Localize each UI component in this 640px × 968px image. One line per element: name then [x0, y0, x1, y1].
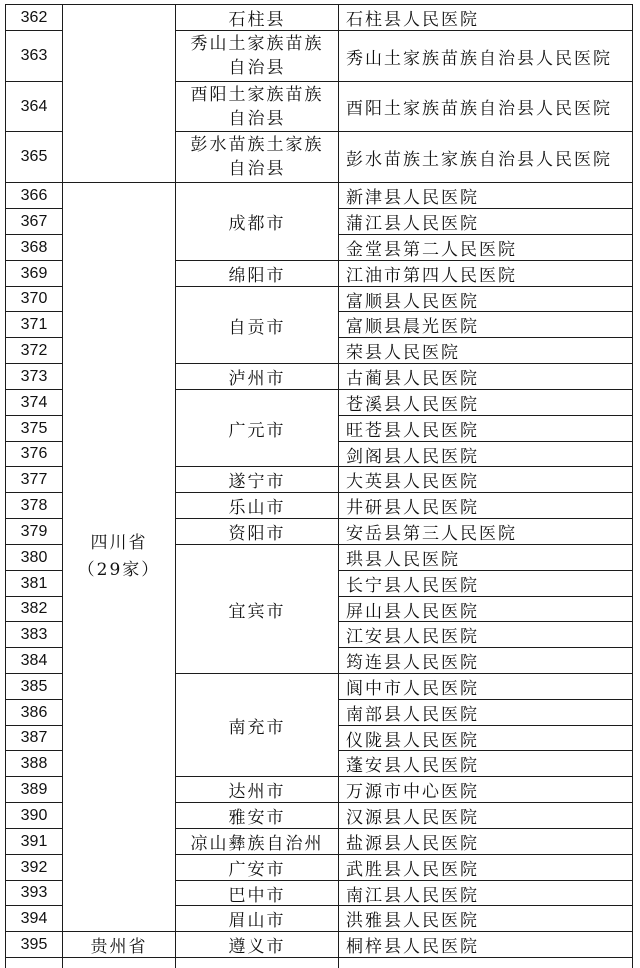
city-name: [176, 132, 338, 182]
row-number: 383: [6, 622, 62, 647]
row-number: 381: [6, 571, 62, 596]
hospital-name: 大英县人民医院: [339, 467, 632, 492]
row-number: 385: [6, 674, 62, 699]
row-number: 395: [6, 932, 62, 957]
hospital-name: 苍溪县人民医院: [339, 390, 632, 415]
hospital-name: 桐梓县人民医院: [339, 932, 632, 957]
province-cell-empty: [63, 5, 175, 182]
city-name-line: 自治县: [228, 58, 286, 78]
row-number: 365: [6, 132, 62, 182]
hospital-name: 旺苍县人民医院: [339, 416, 632, 441]
hospital-name: 江油市第四人民医院: [339, 261, 632, 286]
row-number: 363: [6, 31, 62, 81]
province-guizhou: 贵州省: [63, 932, 175, 957]
hospital-name: 仪陇县人民医院: [339, 726, 632, 750]
city-name: 泸州市: [176, 364, 338, 389]
row-number: 378: [6, 493, 62, 518]
city-name-line: 自治县: [228, 108, 286, 129]
hospital-name: 南江县人民医院: [339, 881, 632, 905]
province-name: 四川省: [90, 533, 148, 553]
city-name-line: 酉阳土家族苗族: [190, 84, 324, 105]
row-number: 374: [6, 390, 62, 415]
hospital-name: 富顺县人民医院: [339, 287, 632, 311]
hospital-name: 汉源县人民医院: [339, 803, 632, 828]
city-name: 雅安市: [176, 803, 338, 828]
hospital-name: 酉阳土家族苗族自治县人民医院: [339, 82, 632, 131]
hospital-name: 石柱县人民医院: [339, 5, 632, 30]
row-number: 387: [6, 726, 62, 750]
city-name: 乐山市: [176, 493, 338, 518]
hospital-name: 江安县人民医院: [339, 622, 632, 647]
hospital-name: 剑阁县人民医院: [339, 442, 632, 466]
row-number: 369: [6, 261, 62, 286]
row-number: 391: [6, 829, 62, 854]
row-number: 371: [6, 312, 62, 337]
row-number: 380: [6, 545, 62, 570]
city-name: [176, 31, 338, 81]
hospital-name: 荣县人民医院: [339, 338, 632, 363]
hospital-name: 古蔺县人民医院: [339, 364, 632, 389]
hospital-name: 南部县人民医院: [339, 700, 632, 725]
row-number: 362: [6, 5, 62, 30]
city-name: [176, 82, 338, 131]
city-name: 资阳市: [176, 519, 338, 544]
city-name-line: 彭水苗族土家族: [190, 135, 324, 155]
city-name: 成都市: [176, 183, 338, 260]
next-row-cell: [176, 958, 338, 968]
city-name: 遂宁市: [176, 467, 338, 492]
hospital-name: 新津县人民医院: [339, 183, 632, 208]
hospital-name: 安岳县第三人民医院: [339, 519, 632, 544]
city-name: 广安市: [176, 855, 338, 880]
province-hospital-count: （29家）: [77, 560, 161, 580]
row-number: 382: [6, 597, 62, 621]
hospital-name: 屏山县人民医院: [339, 597, 632, 621]
row-number: 370: [6, 287, 62, 311]
row-number: 390: [6, 803, 62, 828]
hospital-name: 彭水苗族土家族自治县人民医院: [339, 132, 632, 182]
hospital-name: 洪雅县人民医院: [339, 906, 632, 931]
row-number: 389: [6, 777, 62, 802]
hospital-list-table: [5, 4, 633, 968]
city-name: 石柱县: [176, 5, 338, 30]
hospital-name: 阆中市人民医院: [339, 674, 632, 699]
city-name: 宜宾市: [176, 545, 338, 673]
row-number: 393: [6, 881, 62, 905]
row-number: 392: [6, 855, 62, 880]
row-number: 364: [6, 82, 62, 131]
next-row-cell: [6, 958, 62, 968]
hospital-name: 万源市中心医院: [339, 777, 632, 802]
row-number: 367: [6, 209, 62, 234]
row-number: 384: [6, 648, 62, 673]
city-name: 巴中市: [176, 881, 338, 905]
city-name: 凉山彝族自治州: [176, 829, 338, 854]
next-row-cell: [339, 958, 632, 968]
row-number: 394: [6, 906, 62, 931]
city-name: 遵义市: [176, 932, 338, 957]
city-name: 自贡市: [176, 287, 338, 363]
row-number: 368: [6, 235, 62, 260]
hospital-name: 盐源县人民医院: [339, 829, 632, 854]
province-sichuan: [63, 183, 175, 931]
hospital-name: 蒲江县人民医院: [339, 209, 632, 234]
row-number: 388: [6, 751, 62, 776]
city-name: 广元市: [176, 390, 338, 466]
row-number: 386: [6, 700, 62, 725]
hospital-name: 秀山土家族苗族自治县人民医院: [339, 31, 632, 81]
hospital-name: 金堂县第二人民医院: [339, 235, 632, 260]
hospital-name: 井研县人民医院: [339, 493, 632, 518]
row-number: 376: [6, 442, 62, 466]
row-number: 375: [6, 416, 62, 441]
row-number: 366: [6, 183, 62, 208]
hospital-name: 珙县人民医院: [339, 545, 632, 570]
hospital-name: 筠连县人民医院: [339, 648, 632, 673]
city-name-line: 秀山土家族苗族: [190, 34, 324, 54]
city-name: 眉山市: [176, 906, 338, 931]
row-number: 377: [6, 467, 62, 492]
city-name-line: 自治县: [228, 159, 286, 179]
city-name: 达州市: [176, 777, 338, 802]
city-name: 绵阳市: [176, 261, 338, 286]
city-name: 南充市: [176, 674, 338, 776]
hospital-name: 富顺县晨光医院: [339, 312, 632, 337]
row-number: 373: [6, 364, 62, 389]
hospital-name: 长宁县人民医院: [339, 571, 632, 596]
next-row-cell: [63, 958, 175, 968]
row-number: 372: [6, 338, 62, 363]
hospital-name: 武胜县人民医院: [339, 855, 632, 880]
hospital-name: 蓬安县人民医院: [339, 751, 632, 776]
row-number: 379: [6, 519, 62, 544]
